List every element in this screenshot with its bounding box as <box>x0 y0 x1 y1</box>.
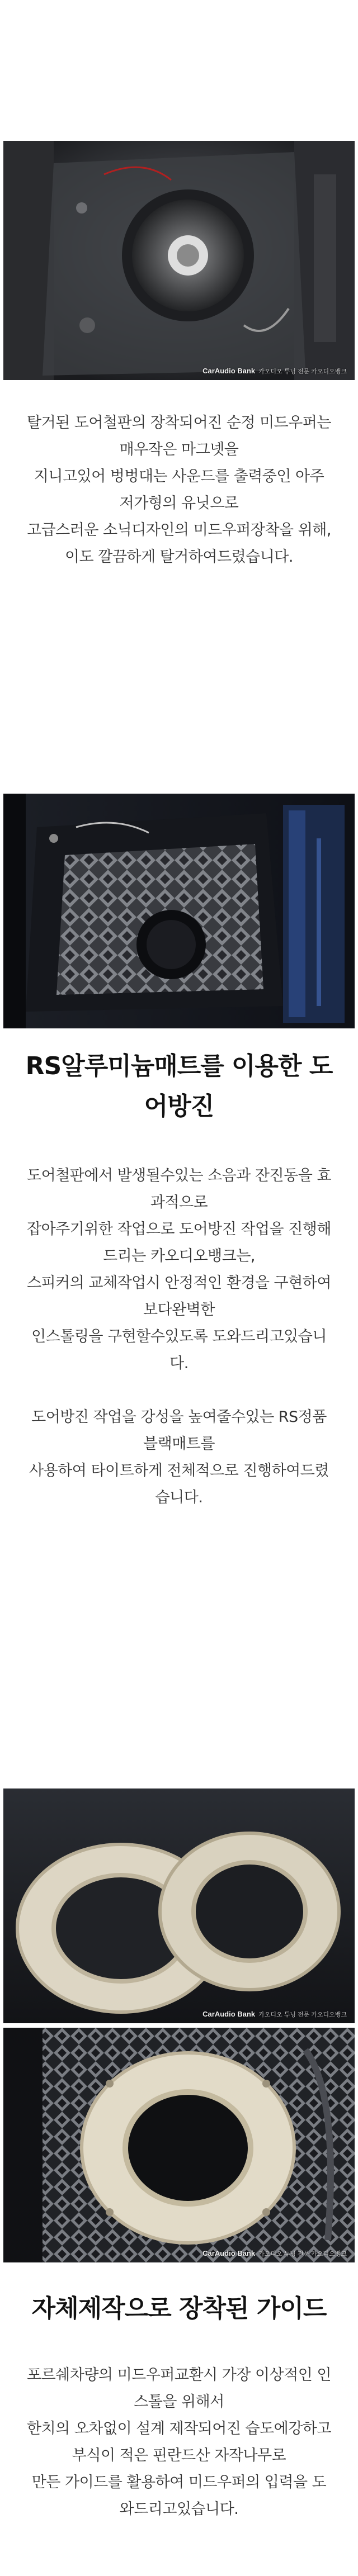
text-line: 저가형의 유닛으로 <box>119 495 239 512</box>
text-line: 이도 깔끔하게 탈거하여드렸습니다. <box>65 548 293 566</box>
text-line: 과적으로 <box>150 1194 208 1211</box>
text-line: 잡아주기위한 작업으로 도어방진 작업을 진행해 <box>27 1221 331 1238</box>
text-line: 사용하여 타이트하게 전체적으로 진행하여드렸 <box>29 1462 329 1479</box>
text-line: 보다완벽한 <box>143 1301 215 1318</box>
heading-line: 자체제작으로 장착된 가이드 <box>31 2294 327 2323</box>
text-line: 포르쉐차량의 미드우퍼교환시 가장 이상적인 인 <box>27 2366 331 2384</box>
watermark-sub: 카오디오 튜닝 전문 카오디오뱅크 <box>258 2251 347 2257</box>
text-line: 다. <box>169 1355 189 1372</box>
text-line: 탈거된 도어철판의 장착되어진 순정 미드우퍼는 <box>27 414 331 431</box>
text-line: 도어방진 작업을 강성을 높여줄수있는 RS정품 <box>31 1408 327 1426</box>
watermark-sub: 카오디오 튜닝 전문 카오디오뱅크 <box>258 2012 347 2018</box>
text-line: 고급스러운 소닉디자인의 미드우퍼장착을 위해, <box>27 521 331 539</box>
section3-paragraph <box>0 2362 358 2523</box>
text-line: 한치의 오차없이 설계 제작되어진 습도에강하고 <box>27 2420 331 2437</box>
watermark-sub: 카오디오 튜닝 전문 카오디오뱅크 <box>258 368 347 375</box>
watermark-brand: CarAudio Bank <box>202 2249 256 2257</box>
text-line: 와드리고있습니다. <box>119 2501 239 2518</box>
text-line: 만든 가이드를 활용하여 미드우퍼의 입력을 도 <box>31 2474 327 2491</box>
section3-heading <box>17 2289 341 2329</box>
text-line: 드리는 카오디오뱅크는, <box>103 1247 255 1265</box>
watermark <box>202 2249 347 2258</box>
watermark-brand: CarAudio Bank <box>202 367 256 375</box>
section1-paragraph <box>0 410 358 571</box>
text-line: 블랙매트를 <box>143 1435 215 1453</box>
text-line: 스피커의 교체작업시 안정적인 환경을 구현하여 <box>27 1274 331 1292</box>
watermark <box>202 367 347 376</box>
watermark-brand: CarAudio Bank <box>202 2010 256 2018</box>
text-line: 부식이 적은 핀란드산 자작나무로 <box>72 2447 286 2464</box>
heading-line: RS알루미늄매트를 이용한 도 <box>25 1052 333 1080</box>
text-line: 스톨을 위해서 <box>134 2393 224 2411</box>
photo-guide-installed <box>3 2028 355 2262</box>
text-line: 매우작은 마그넷을 <box>119 441 239 458</box>
photo-wooden-guides <box>3 1789 355 2023</box>
text-line: 인스톨링을 구현할수있도록 도와드리고있습니 <box>31 1328 327 1345</box>
photo-door-oem-woofer <box>3 141 355 380</box>
text-spacer <box>0 1377 358 1404</box>
section2-heading <box>17 1046 341 1127</box>
section2-paragraph <box>0 1163 358 1511</box>
heading-line: 어방진 <box>144 1092 214 1121</box>
text-line: 지니고있어 벙벙대는 사운드를 출력중인 아주 <box>34 468 324 485</box>
text-line: 도어철판에서 발생될수있는 소음과 잔진동을 효 <box>27 1167 331 1184</box>
text-line: 습니다. <box>155 1489 203 1506</box>
photo-door-damping-mat <box>3 794 355 1028</box>
watermark <box>202 2010 347 2019</box>
